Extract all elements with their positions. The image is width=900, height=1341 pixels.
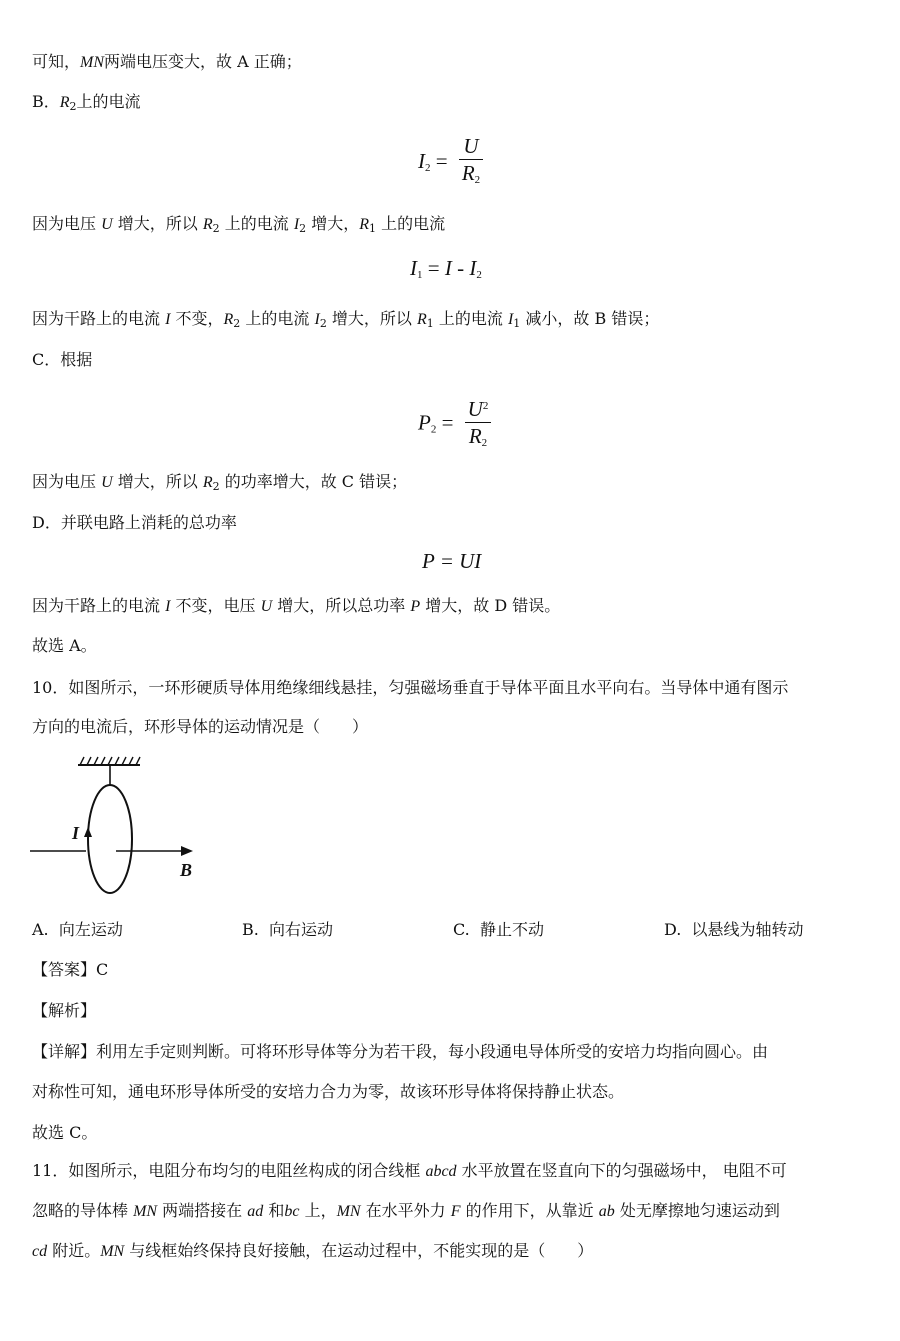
text: 两端电压变大，故 A 正确； [104, 52, 302, 71]
superscript: 2 [482, 400, 489, 412]
subscript: 2 [233, 317, 241, 330]
option-c[interactable] [453, 918, 544, 942]
option-d-heading: D．并联电路上消耗的总功率 [32, 513, 237, 532]
fraction [459, 133, 483, 193]
selected-answer-c: 故选 C。 [32, 1123, 98, 1142]
current-arrow-icon [84, 827, 92, 837]
ceiling-hatching [80, 757, 140, 765]
option-letter: B． [32, 92, 60, 111]
option-letter: B. [242, 920, 259, 939]
symbol-r: R [359, 216, 370, 233]
text: 11．如图所示，电阻分布均匀的电阻丝构成的闭合线框 [32, 1161, 426, 1180]
text: 上的电流 [219, 214, 294, 233]
minus-sign: - [457, 256, 465, 280]
text: 和 [263, 1201, 285, 1220]
symbol-u: U [260, 598, 273, 615]
subscript: 2 [299, 222, 307, 235]
text: 增大， [306, 214, 360, 233]
symbol-i: I [293, 216, 300, 233]
ring-conductor-figure [30, 755, 205, 905]
formula-i1 [410, 256, 482, 281]
option-letter: D. [664, 920, 682, 939]
question-11-line-3 [32, 1239, 593, 1264]
numerator: U [459, 133, 483, 160]
num-symbol: U [467, 397, 483, 421]
den-symbol: R [468, 424, 482, 448]
text: 因为电压 [32, 472, 102, 491]
denominator [465, 423, 492, 456]
formula-p2 [418, 393, 491, 456]
text: 在水平外力 [360, 1201, 451, 1220]
text: 因为干路上的电流 [32, 309, 166, 328]
subscript: 2 [476, 269, 482, 281]
text: 的作用下，从靠近 [460, 1201, 599, 1220]
symbol-mn: MN [100, 1243, 125, 1260]
symbol-ab: ab [598, 1203, 615, 1220]
symbol-i: I [444, 256, 452, 280]
symbol-r: R [417, 311, 427, 328]
formula-lhs: P [418, 410, 431, 435]
symbol-mn: MN [133, 1203, 158, 1220]
symbol-r: R [59, 94, 70, 111]
symbol-r: R [223, 311, 234, 328]
symbol-abcd: abcd [425, 1163, 457, 1180]
text: 忽略的导体棒 [32, 1201, 134, 1220]
symbol-r: R [202, 474, 213, 491]
symbol-p: P [410, 598, 421, 615]
numerator [465, 393, 492, 423]
subscript: 2 [474, 174, 481, 186]
text: 水平放置在竖直向下的匀强磁场中， 电阻不可 [456, 1161, 787, 1180]
text: 不变，电压 [170, 596, 261, 615]
field-label: B [180, 860, 193, 880]
text: 上的电流 [376, 214, 446, 233]
symbol-i: I [469, 256, 477, 280]
option-d[interactable] [664, 918, 804, 942]
symbol-mn: MN [336, 1203, 361, 1220]
text-line-d [32, 594, 560, 619]
formula-lhs: I [418, 148, 425, 173]
option-b-heading [32, 90, 141, 119]
field-arrow-icon [181, 846, 193, 856]
question-11-line-2 [32, 1199, 780, 1224]
symbol-bc: bc [284, 1203, 300, 1220]
option-text: 向右运动 [269, 920, 334, 939]
option-letter: A. [32, 920, 49, 939]
detail-line-2: 对称性可知，通电环形导体所受的安培力合力为零，故该环形导体将保持静止状态。 [32, 1082, 625, 1101]
subscript: 2 [430, 423, 437, 436]
option-letter: C. [453, 920, 470, 939]
equals-sign: = [427, 256, 440, 280]
symbol-i: I [314, 311, 320, 328]
subscript: 2 [425, 161, 431, 174]
symbol-f: F [450, 1203, 461, 1220]
text: 不变， [170, 309, 224, 328]
text: 与线框始终保持良好接触，在运动过程中，不能实现的是（ ） [124, 1241, 594, 1260]
text: 增大，所以 [326, 309, 417, 328]
fraction [465, 393, 492, 456]
option-c-heading: C．根据 [32, 350, 93, 369]
option-text: 静止不动 [479, 920, 544, 939]
subscript: 1 [417, 269, 423, 281]
text-line-b1 [32, 212, 445, 241]
symbol-u: U [101, 216, 113, 233]
equals-sign: = [435, 148, 448, 173]
detail-line-1: 【详解】利用左手定则判断。可将环形导体等分为若干段，每小段通电导体所受的安培力均指向圆心。由 [32, 1042, 769, 1061]
text: 上的电流 [240, 309, 315, 328]
subscript: 2 [212, 222, 220, 235]
den-symbol: R [461, 161, 475, 185]
analysis-label: 【解析】 [32, 1001, 97, 1020]
option-a[interactable] [32, 918, 123, 942]
text: 处无摩擦地匀速运动到 [614, 1201, 780, 1220]
option-text: 以悬线为轴转动 [691, 920, 804, 939]
formula-lhs: I [410, 256, 417, 280]
symbol-mn: MN [80, 54, 105, 71]
question-10-line-1: 10．如图所示，一环形硬质导体用绝缘细线悬挂，匀强磁场垂直于导体平面且水平向右。当导体中通有图示 [32, 678, 789, 697]
text: 上的电流 [433, 309, 508, 328]
text: 增大，故 D 错误。 [420, 596, 561, 615]
symbol-cd: cd [32, 1243, 48, 1260]
text: 可知， [32, 52, 81, 71]
text-line-b2 [32, 307, 659, 336]
text: 因为干路上的电流 [32, 596, 166, 615]
formula-i2 [418, 133, 483, 193]
selected-answer-a: 故选 A。 [32, 636, 97, 655]
symbol-r: R [202, 216, 213, 233]
current-label: I [72, 823, 80, 843]
subscript: 2 [481, 437, 488, 449]
answer-label: 【答案】C [32, 960, 109, 979]
symbol-ad: ad [247, 1203, 264, 1220]
text: 上， [299, 1201, 337, 1220]
symbol-u: U [101, 474, 113, 491]
subscript: 2 [319, 317, 327, 330]
text: 减小，故 B 错误； [520, 309, 660, 328]
text: 上的电流 [76, 92, 141, 111]
text-line-c [32, 470, 407, 499]
subscript: 2 [69, 100, 77, 113]
text: 增大，所以 [112, 472, 203, 491]
denominator [459, 160, 483, 193]
question-10-line-2: 方向的电流后，环形导体的运动情况是（ ） [32, 717, 369, 736]
subscript: 1 [513, 317, 521, 330]
subscript: 1 [369, 222, 377, 235]
option-b[interactable] [242, 918, 333, 942]
text: 两端搭接在 [157, 1201, 248, 1220]
equals-sign: = [441, 410, 454, 435]
subscript: 1 [426, 317, 434, 330]
question-11-line-1 [32, 1159, 787, 1184]
text: 附近。 [47, 1241, 101, 1260]
formula-p: P = UI [422, 549, 482, 573]
text: 增大，所以总功率 [272, 596, 411, 615]
symbol-i: I [165, 598, 171, 615]
ring-conductor [88, 785, 132, 893]
text: 因为电压 [32, 214, 102, 233]
symbol-i: I [507, 311, 514, 328]
subscript: 2 [212, 480, 220, 493]
option-text: 向左运动 [58, 920, 123, 939]
text: 的功率增大，故 C 错误； [219, 472, 408, 491]
text: 增大，所以 [112, 214, 203, 233]
symbol-i: I [165, 311, 171, 328]
text-line-a-conclusion [32, 50, 302, 75]
